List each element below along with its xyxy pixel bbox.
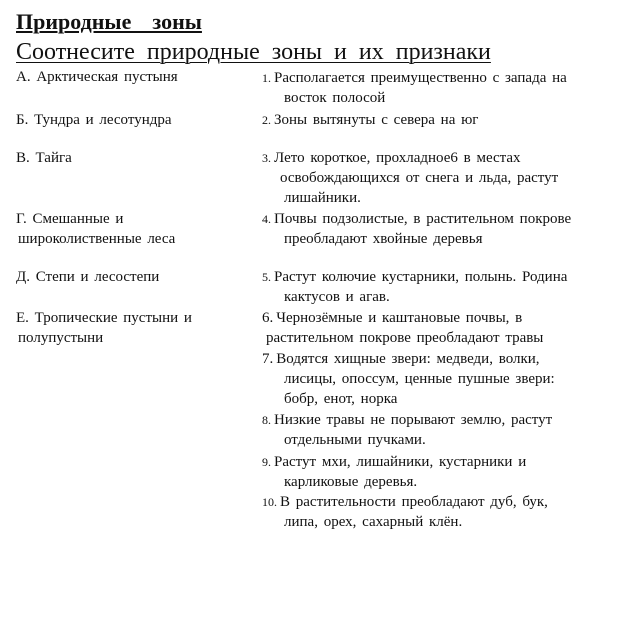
feature-text-line: лишайники. xyxy=(284,190,361,206)
zone-label: Б. Тундра и лесотундра xyxy=(16,112,172,128)
zone-item xyxy=(16,148,246,168)
zone-label-line: широколиственные леса xyxy=(18,231,176,247)
feature-text-line: восток полосой xyxy=(284,90,386,106)
page-title: Природные зоны xyxy=(16,9,202,34)
feature-number: 2. xyxy=(262,113,271,127)
feature-item xyxy=(262,349,618,409)
feature-item xyxy=(262,209,618,249)
feature-text-line: Чернозёмные и каштановые почвы, в xyxy=(276,310,523,326)
zone-label-line: Г. Смешанные и xyxy=(16,211,124,227)
feature-item xyxy=(262,452,618,492)
feature-text-line: кактусов и агав. xyxy=(284,289,390,305)
feature-item xyxy=(262,267,618,307)
feature-text-line: растительном покрове преобладают травы xyxy=(266,330,544,346)
feature-text-line: отдельными пучками. xyxy=(284,432,426,448)
zone-label: А. Арктическая пустыня xyxy=(16,69,178,85)
feature-number: 9. xyxy=(262,455,271,469)
feature-text-line: карликовые деревья. xyxy=(284,474,418,490)
feature-number: 7. xyxy=(262,351,274,367)
feature-item xyxy=(262,148,618,208)
feature-item xyxy=(262,492,618,532)
feature-text-line: Растут колючие кустарники, полынь. Родина xyxy=(274,269,568,285)
zone-item xyxy=(16,267,246,287)
zone-label: В. Тайга xyxy=(16,150,72,166)
feature-text-line: лисицы, опоссум, ценные пушные звери: xyxy=(284,371,555,387)
feature-number: 3. xyxy=(262,151,271,165)
zone-item xyxy=(16,67,246,87)
feature-text-line: Низкие травы не порывают землю, растут xyxy=(274,412,553,428)
feature-number: 10. xyxy=(262,495,277,509)
feature-text-line: освобождающихся от снега и льда, растут xyxy=(280,170,559,186)
feature-text-line: бобр, енот, норка xyxy=(284,391,398,407)
feature-item xyxy=(262,410,618,450)
feature-item xyxy=(262,68,618,108)
zone-label: Д. Степи и лесостепи xyxy=(16,269,160,285)
feature-text-line: В растительности преобладают дуб, бук, xyxy=(280,494,548,510)
feature-text-line: Зоны вытянуты с севера на юг xyxy=(274,112,479,128)
feature-text-line: Лето короткое, прохладное6 в местах xyxy=(274,150,521,166)
feature-item xyxy=(262,308,618,348)
feature-text-line: липа, орех, сахарный клён. xyxy=(284,514,463,530)
feature-number: 1. xyxy=(262,71,271,85)
zone-item xyxy=(16,308,246,348)
zone-label-line: Е. Тропические пустыни и xyxy=(16,310,192,326)
feature-text-line: преобладают хвойные деревья xyxy=(284,231,483,247)
feature-number: 5. xyxy=(262,270,271,284)
feature-text-line: Водятся хищные звери: медведи, волки, xyxy=(276,351,540,367)
zone-label-line: полупустыни xyxy=(18,330,104,346)
feature-text-line: Растут мхи, лишайники, кустарники и xyxy=(274,454,527,470)
feature-number: 6. xyxy=(262,310,274,326)
zone-item xyxy=(16,110,246,130)
feature-item xyxy=(262,110,618,130)
feature-number: 4. xyxy=(262,212,271,226)
feature-text-line: Почвы подзолистые, в растительном покрове xyxy=(274,211,572,227)
zone-item xyxy=(16,209,246,249)
feature-text-line: Располагается преимущественно с запада на xyxy=(274,70,567,86)
task-instruction: Соотнесите природные зоны и их признаки xyxy=(16,39,491,65)
feature-number: 8. xyxy=(262,413,271,427)
